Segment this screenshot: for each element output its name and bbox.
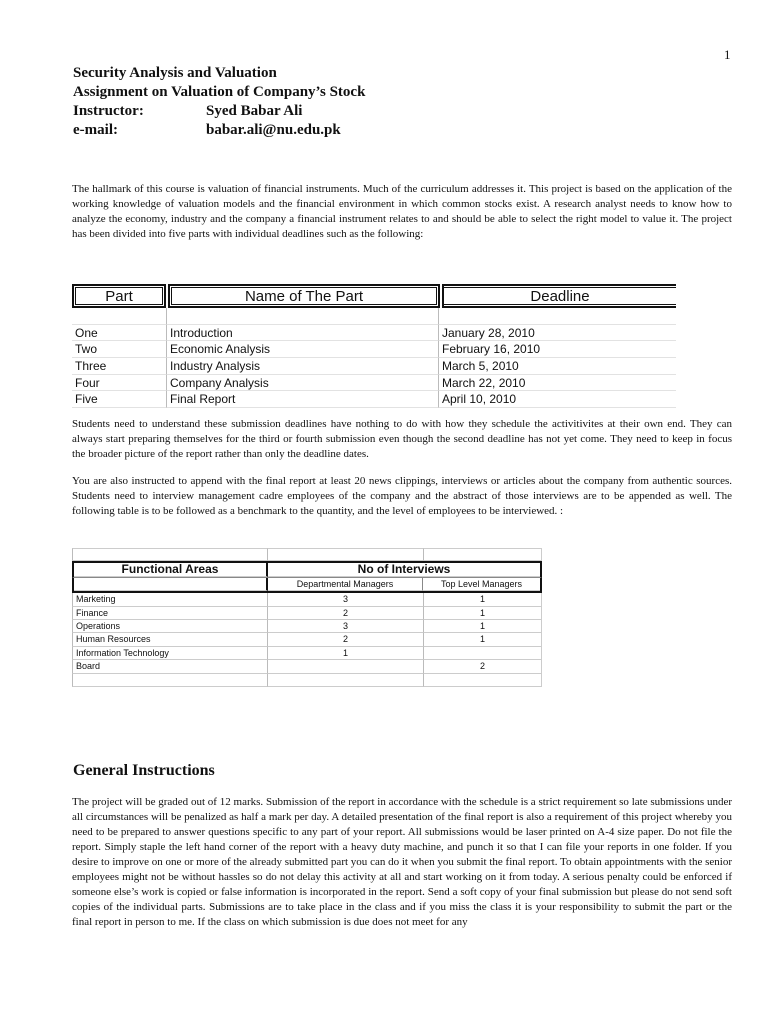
- interviews-subheader-row: [72, 577, 542, 593]
- instructor-name: Syed Babar Ali: [206, 103, 303, 119]
- top-count-cell: 2: [423, 660, 542, 673]
- area-cell: Finance: [72, 607, 267, 620]
- table-row: [72, 358, 676, 375]
- document-header: [73, 64, 365, 140]
- top-count-cell: [423, 647, 542, 660]
- email-line: [73, 121, 365, 140]
- part-name-cell: Introduction: [166, 325, 438, 342]
- deadline-cell: March 5, 2010: [438, 358, 676, 375]
- header-top-level-managers: Top Level Managers: [423, 578, 540, 591]
- assignment-title: Assignment on Valuation of Company’s Stock: [73, 84, 366, 100]
- table-row: [72, 341, 676, 358]
- part-cell: Three: [72, 358, 166, 375]
- top-count-cell: 1: [423, 607, 542, 620]
- table-row: [72, 607, 542, 620]
- dept-count-cell: [267, 660, 423, 673]
- table-row: [72, 548, 542, 561]
- dept-count-cell: 1: [267, 647, 423, 660]
- top-count-cell: 1: [423, 593, 542, 606]
- deadline-cell: March 22, 2010: [438, 375, 676, 392]
- general-instructions-heading: General Instructions: [73, 762, 215, 779]
- area-cell: Board: [72, 660, 267, 673]
- page-number: 1: [724, 47, 731, 62]
- deadlines-table: [72, 284, 676, 426]
- table-row: [72, 593, 542, 606]
- deadline-cell: April 10, 2010: [438, 391, 676, 408]
- deadlines-paragraph: Students need to understand these submission deadlines have nothing to do with how they schedule the activitivites at their own end. They can always start preparing themselves for the third or fourth submission even though the second deadline has not yet come. They need to keep in focus the broader picture of the report rather than only the deadline dates.: [72, 418, 732, 460]
- dept-count-cell: 2: [267, 633, 423, 646]
- part-cell: Five: [72, 391, 166, 408]
- area-cell: Marketing: [72, 593, 267, 606]
- dept-count-cell: 2: [267, 607, 423, 620]
- deadline-cell: February 16, 2010: [438, 341, 676, 358]
- instructor-line: [73, 102, 365, 121]
- dept-count-cell: 3: [267, 593, 423, 606]
- dept-count-cell: 3: [267, 620, 423, 633]
- deadlines-header-row: [72, 284, 676, 308]
- intro-paragraph: The hallmark of this course is valuation of financial instruments. Much of the curriculum addresses it. This project is based on the application of the working knowledge of valuation models and the financial environment in which common stocks exist. A research analyst needs to know how to analyze the economy, industry and the company a financial instrument relates to and should be able to select the right model to value it. The project has been divided into five parts with individual deadlines such as the following:: [72, 183, 732, 240]
- header-part: Part: [72, 284, 166, 308]
- header-no-of-interviews: No of Interviews: [268, 563, 540, 576]
- part-cell: One: [72, 325, 166, 342]
- table-row: [72, 308, 676, 325]
- table-row: [72, 633, 542, 646]
- part-name-cell: Final Report: [166, 391, 438, 408]
- part-cell: Four: [72, 375, 166, 392]
- interviews-header-row: [72, 561, 542, 576]
- course-title: Security Analysis and Valuation: [73, 65, 277, 81]
- header-functional-areas: Functional Areas: [74, 563, 268, 576]
- email-address[interactable]: babar.ali@nu.edu.pk: [206, 122, 341, 138]
- general-instructions-text: The project will be graded out of 12 marks. Submission of the report in accordance with the schedule is a strict requirement so late submissions under all circumstances will be penalized as half a mark per day. A detailed presentation of the final report is also a requirement of this project whereby you need to be prepared to answer questions specific to any part of your report. All submissions would be laser printed on A-4 size paper. Do not file the report. Simply staple the left hand corner of the report with a heavy duty machine, and punch it so that I can file your reports in one folder. If you desire to improve on one or more of the already submitted part you can do it when you submit the final report. To obtain appointments with the senior employees might not be without hassles so do not delay this activity at all and start working on it from today. A serious penalty could be enforced if someone else’s work is copied or false information is incorporated in the report. Send a soft copy of your final submission but please do not send soft copies of the individual parts. Submissions are to take place in the class and if you miss the class it is your responsibility to submit the part or the final report in person to me. If the class on which submission is due does not meet for any: [72, 796, 732, 928]
- table-row: [72, 674, 542, 687]
- table-row: [72, 647, 542, 660]
- header-deadline: Deadline: [442, 284, 676, 308]
- area-cell: Operations: [72, 620, 267, 633]
- part-name-cell: Industry Analysis: [166, 358, 438, 375]
- area-cell: Information Technology: [72, 647, 267, 660]
- table-row: [72, 620, 542, 633]
- top-count-cell: 1: [423, 620, 542, 633]
- table-row: [72, 375, 676, 392]
- clippings-paragraph: You are also instructed to append with the final report at least 20 news clippings, interviews or articles about the company from authentic sources. Students need to interview management cadre employees of the company and the abstract of those interviews are to be appended as well. The following table is to be followed as a benchmark to the quantity, and the level of employees to be interviewed. :: [72, 475, 732, 517]
- table-row: [72, 325, 676, 342]
- table-row: [72, 391, 676, 408]
- instructor-label: Instructor:: [73, 103, 144, 119]
- part-name-cell: Economic Analysis: [166, 341, 438, 358]
- part-cell: Two: [72, 341, 166, 358]
- part-name-cell: Company Analysis: [166, 375, 438, 392]
- interviews-table: [72, 548, 542, 687]
- area-cell: Human Resources: [72, 633, 267, 646]
- header-departmental-managers: Departmental Managers: [268, 578, 423, 591]
- top-count-cell: 1: [423, 633, 542, 646]
- deadlines-body: [72, 308, 676, 426]
- header-name: Name of The Part: [168, 284, 440, 308]
- deadline-cell: January 28, 2010: [438, 325, 676, 342]
- table-row: [72, 660, 542, 673]
- email-label: e-mail:: [73, 122, 118, 138]
